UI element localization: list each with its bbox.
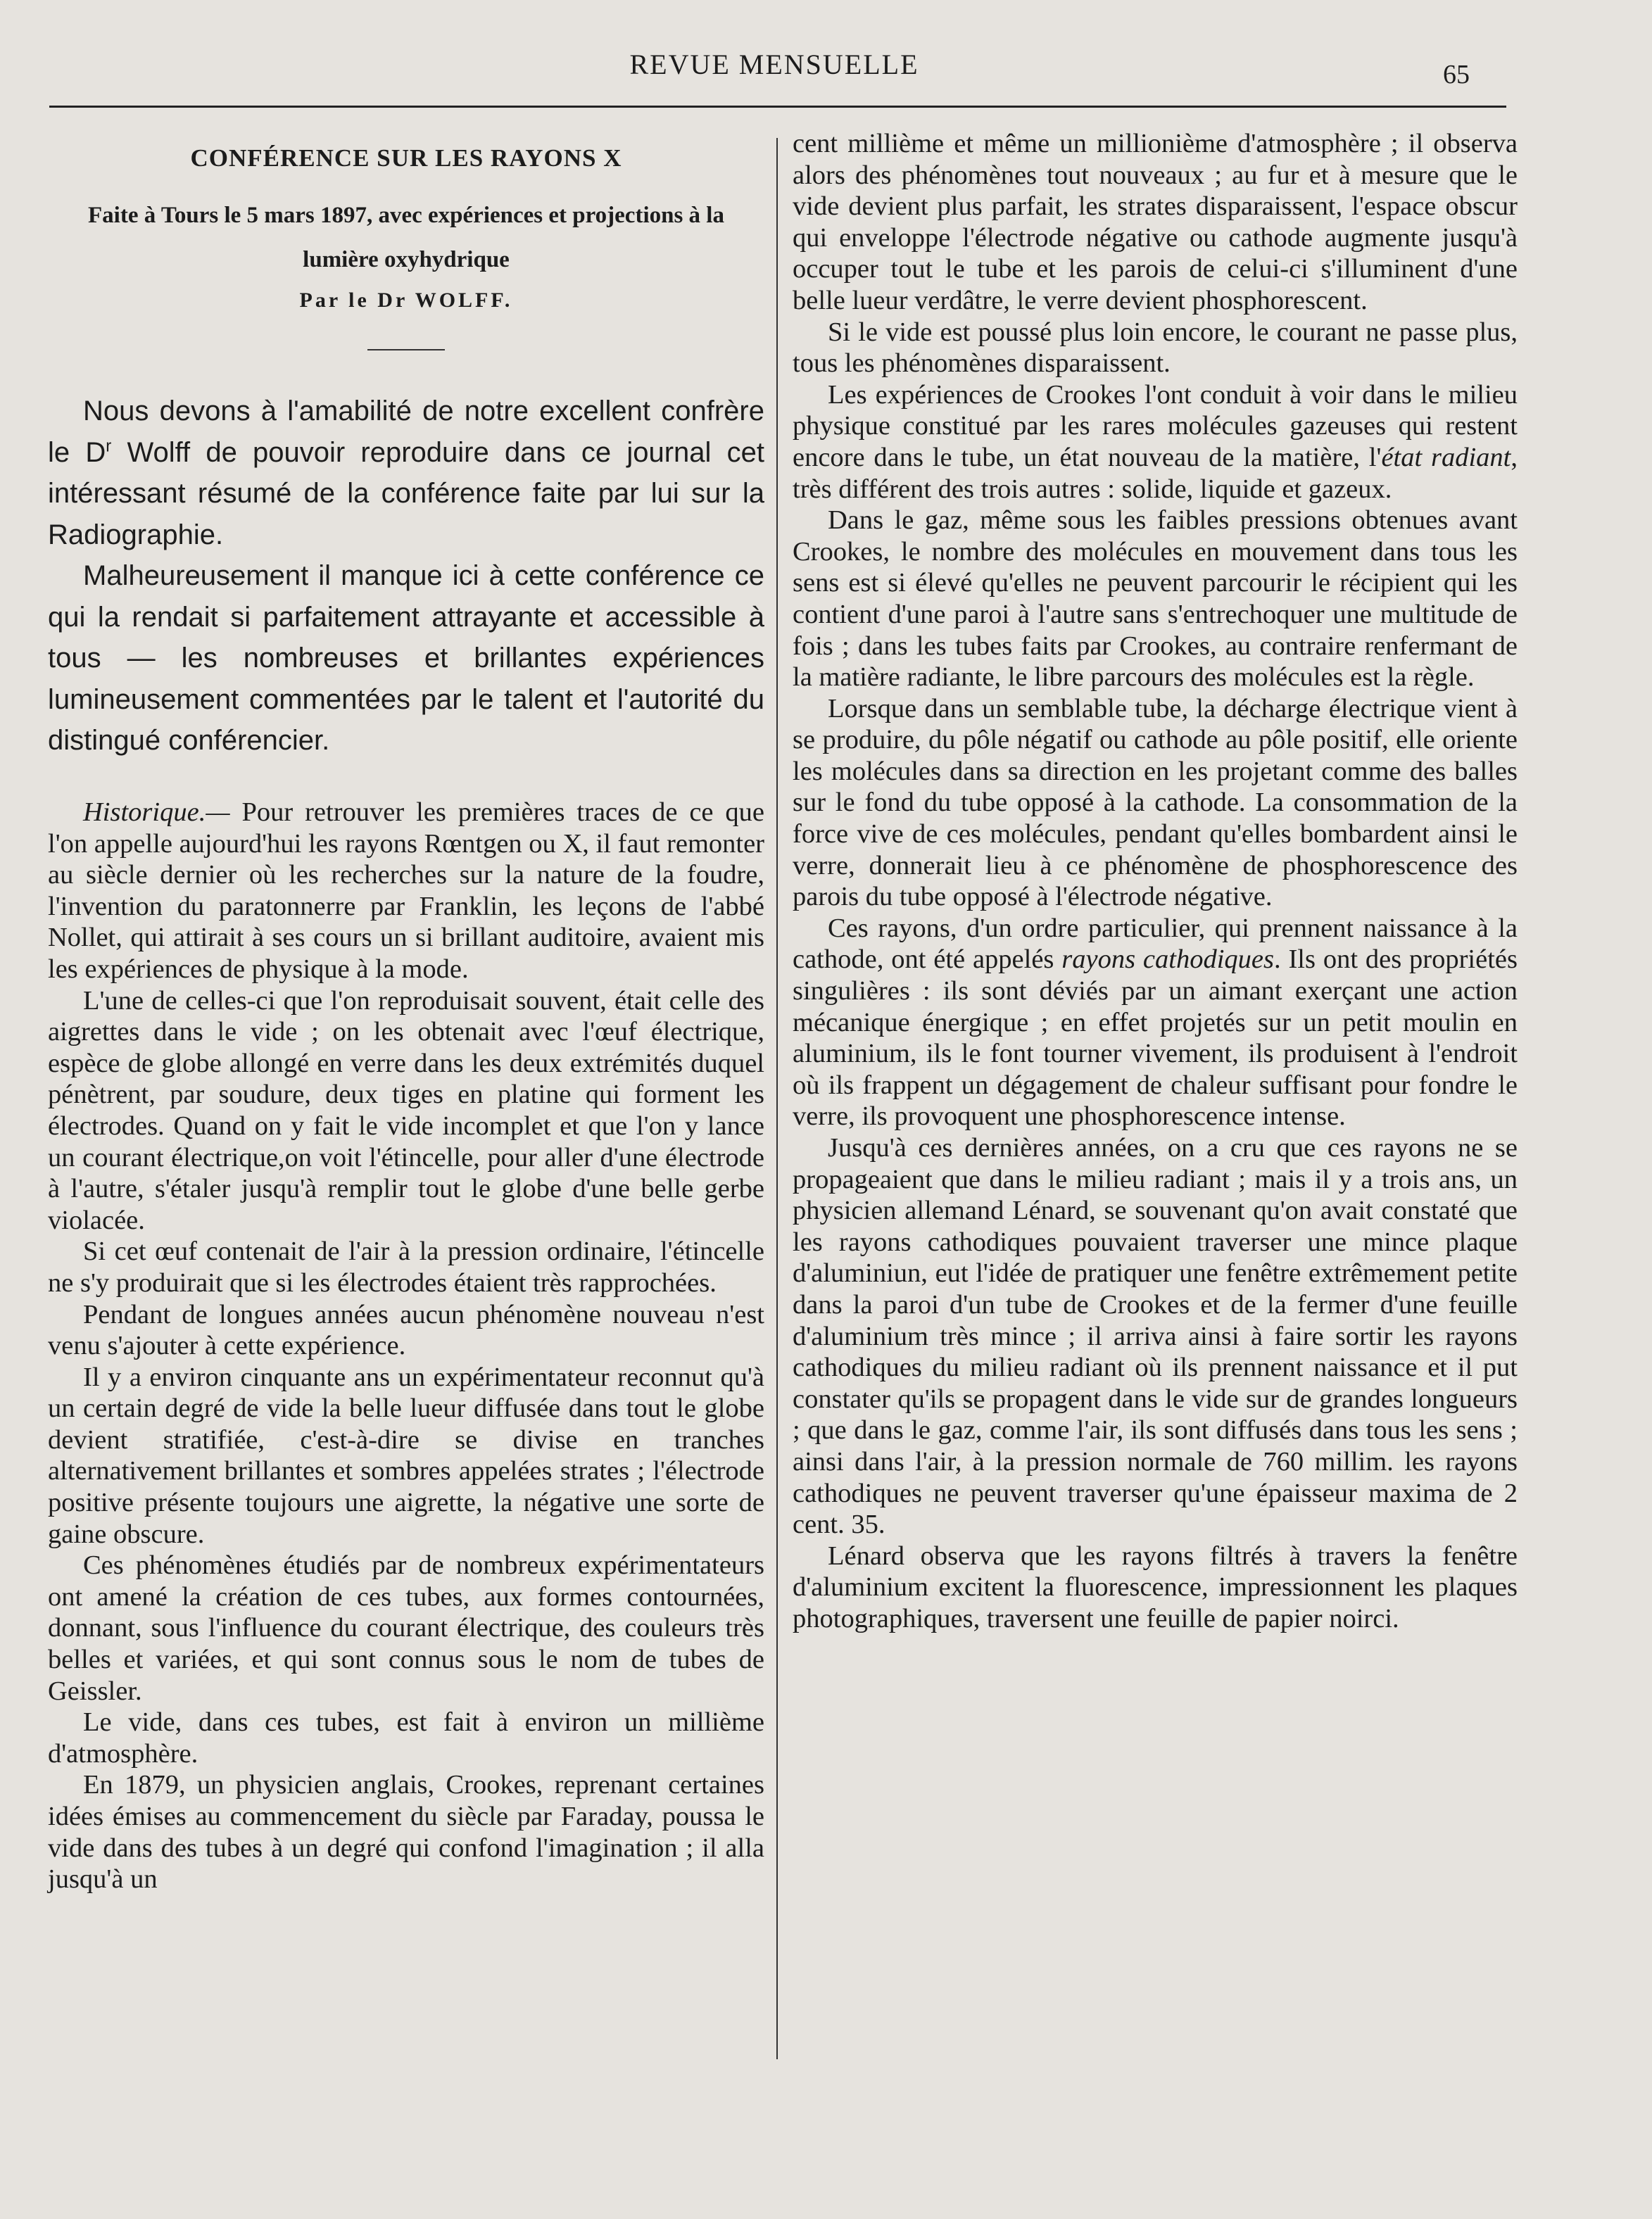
intro-paragraph [48,391,764,555]
emphasis-term: rayons cathodiques [1061,944,1274,975]
running-title: REVUE MENSUELLE [629,49,919,80]
paragraph-text: . Ils ont des propriétés singulières : ils sont déviés par un aimant exerçant une action mécanique énergique ; en effet projetés sur un petit moulin en aluminium, ils le font tourner vivement, ils produisent à l'endroit où ils frappent un dégagement de chaleur suffisant pour fondre le verre, ils provoquent une phosphorescence intense. [793,944,1518,1132]
paragraph-text: , très différent des trois autres : solide, liquide et gazeux. [793,442,1518,504]
paragraph-continued: cent millième et même un millionième d'atmosphère ; il observa alors des phénomènes tout nouveaux ; au fur et à mesure que le vide devient plus parfait, les strates disparaissent, l'espace obscur qui enveloppe l'électrode négative ou cathode augmente jusqu'à occuper tout le tube et les parois de celui-ci s'illuminent d'une belle lueur verdâtre, le verre devient phosphorescent. [793,129,1518,315]
article-subtitle: Faite à Tours le 5 mars 1897, avec expériences et projections à la lumière oxyhydrique [88,203,724,272]
paragraph-text: Les expériences de Crookes l'ont conduit à voir dans le milieu physique constitué par les rares molécules gazeuses qui restent encore dans le tube, un état nouveau de la matière, l' [793,379,1518,472]
paragraph: Ces phénomènes étudiés par de nombreux expérimentateurs ont amené la création de ces tubes, aux formes contournées, donnant, sous l'influence du courant électrique, des couleurs très belles et variées, et qui sont connus sous le nom de tubes de Geissler. [48,1550,764,1706]
section-lead: Historique.— [83,797,230,827]
intro-paragraph: Malheureusement il manque ici à cette conférence ce qui la rendait si parfaitement attrayante et accessible à tous — les nombreuses et brillantes expériences lumineusement commentées par le talent et l'autorité du distingué conférencier. [48,560,764,756]
paragraph: Si cet œuf contenait de l'air à la pression ordinaire, l'étincelle ne s'y produirait que si les électrodes étaient très rapprochées. [48,1237,764,1298]
page-number: 65 [1443,60,1470,89]
intro-text: Wolff de pouvoir reproduire dans ce journal cet intéressant résumé de la conférence faite par lui sur la Radiographie. [48,436,764,550]
intro-superscript: r [106,436,112,456]
emphasis-term: état radiant [1381,442,1511,472]
paragraph [793,379,1518,505]
paragraph: Dans le gaz, même sous les faibles pressions obtenues avant Crookes, le nombre des molécules en mouvement dans tous les sens est si élevé qu'elles ne peuvent parcourir le récipient qui les contient d'une paroi à l'autre sans s'entrechoquer une multitude de fois ; dans les tubes faits par Crookes, au contraire renfermant de la matière radiante, le libre parcours des molécules est la règle. [793,505,1518,693]
paragraph: Jusqu'à ces dernières années, on a cru que ces rayons ne se propageaient que dans le milieu radiant ; mais il y a trois ans, un physicien allemand Lénard, se souvenant qu'on avait constaté que les rayons cathodiques pouvaient traverser une mince plaque d'aluminiun, eut l'idée de pratiquer une fenêtre extrêmement petite dans la paroi d'un tube de Crookes et de la fermer d'une feuille d'aluminium très mince ; il arriva ainsi à faire sortir les rayons cathodiques du milieu radiant où ils prennent naissance et il put constater qu'ils se propagent dans le vide sur de grandes longueurs ; que dans le gaz, comme l'air, ils sont diffusés dans tous les sens ; ainsi dans l'air, à la pression normale de 760 millim. les rayons cathodiques ne peuvent traverser qu'une épaisseur maxima de 2 cent. 35. [793,1133,1518,1540]
paragraph: Lénard observa que les rayons filtrés à travers la fenêtre d'aluminium excitent la fluorescence, impressionnent les plaques photographiques, traversent une feuille de papier noirci. [793,1541,1518,1633]
paragraph: Si le vide est poussé plus loin encore, le courant ne passe plus, tous les phénomènes disparaissent. [793,317,1518,379]
column-divider [776,138,778,2059]
intro-note [48,391,764,761]
paragraph: Lorsque dans un semblable tube, la décharge électrique vient à se produire, du pôle négatif ou cathode au pôle positif, elle oriente les molécules dans sa direction en les projetant comme des balles sur le fond du tube opposé à la cathode. La consommation de la force vive de ces molécules, pendant qu'elles bombardent ainsi le verre, donnerait lieu à ce phénomène de phosphorescence des parois du tube opposé à l'électrode négative. [793,693,1518,912]
title-rule [367,349,445,350]
left-column [48,797,764,1895]
article-author: Par le Dr WOLFF. [299,289,513,312]
paragraph-text: Ces rayons, d'un ordre particulier, qui prennent naissance à la cathode, ont été appelés [793,913,1518,975]
intro-text: Nous devons à l'amabilité de notre excellent confrère le D [48,396,764,468]
paragraph: Le vide, dans ces tubes, est fait à environ un millième d'atmosphère. [48,1707,764,1769]
paragraph: Pendant de longues années aucun phénomène nouveau n'est venu s'ajouter à cette expérience. [48,1299,764,1361]
paragraph [48,797,764,985]
paragraph: En 1879, un physicien anglais, Crookes, reprenant certaines idées émises au commencement du siècle par Faraday, poussa le vide dans des tubes à un degré qui confond l'imagination ; il alla jusqu'à un [48,1770,764,1895]
paragraph: Il y a environ cinquante ans un expérimentateur reconnut qu'à un certain degré de vide la belle lueur diffusée dans tout le globe devient stratifiée, c'est-à-dire se divise en tranches alternativement brillantes et sombres appelées strates ; l'électrode positive présente toujours une aigrette, la négative une sorte de gaine obscure. [48,1362,764,1549]
paragraph: L'une de celles-ci que l'on reproduisait souvent, était celle des aigrettes dans le vide ; on les obtenait avec l'œuf électrique, espèce de globe allongé en verre dans les deux extrémités duquel pénètrent, par soudure, deux tiges en platine qui forment les électrodes. Quand on y fait le vide incomplet et que l'on y lance un courant électrique,on voit l'étincelle, pour aller d'une électrode à l'autre, s'étaler jusqu'à remplir tout le globe d'une belle gerbe violacée. [48,985,764,1235]
paragraph-text: Pour retrouver les premières traces de ce que l'on appelle aujourd'hui les rayons Rœntgen ou X, il faut remonter au siècle dernier où les recherches sur la nature de la foudre, l'invention du paratonnerre par Franklin, les leçons de l'abbé Nollet, qui attirait à ses cours un si brillant auditoire, avaient mis les expériences de physique à la mode. [48,797,764,984]
header-rule [49,106,1506,108]
article-title: CONFÉRENCE SUR LES RAYONS X [190,144,622,172]
right-column [793,128,1518,1635]
paragraph [793,913,1518,1132]
